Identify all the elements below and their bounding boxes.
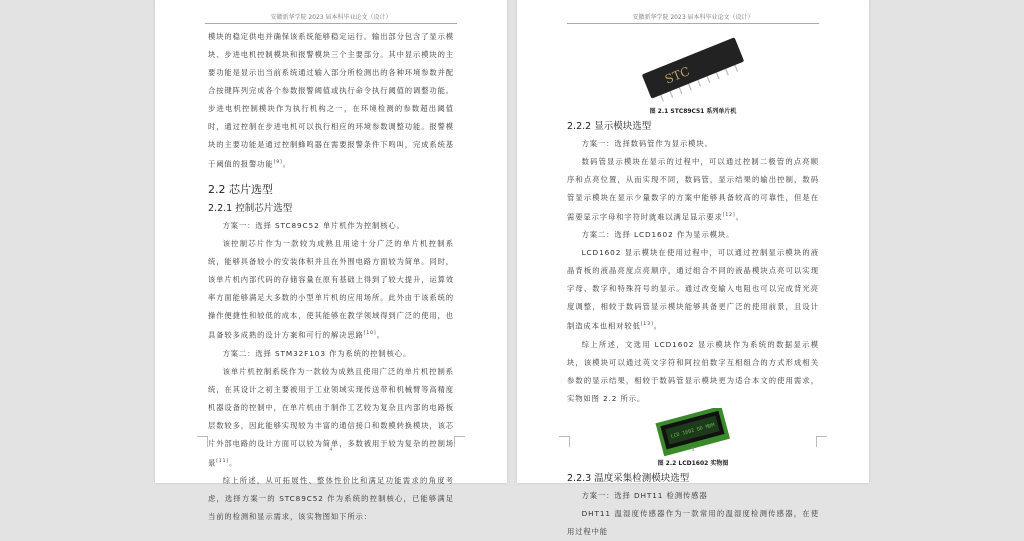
figure-caption: 图 2.1 STC89C51 系列单片机 bbox=[649, 108, 737, 115]
paragraph: 方案一：选择 DHT11 检测传感器 bbox=[581, 490, 708, 500]
header-rule bbox=[205, 23, 457, 24]
paragraph: 方案二：选择 LCD1602 作为显示模块。 bbox=[581, 230, 735, 240]
section-heading: 2.2 芯片选型 bbox=[208, 183, 273, 197]
margin-mark bbox=[559, 436, 570, 447]
margin-mark bbox=[197, 436, 208, 447]
paragraph: 数码管显示模块在显示的过程中，可以通过控制二极管的点亮顺序和点亮位置，从而实现不同，数码管，显示结果的输出控制，数码管显示模块在显示少量数字的方案中能够具备较高的可靠性，但是在需要显示字母和字符时就难以满足显示要求[12]。 bbox=[567, 157, 819, 222]
lcd-text: LCD 1602 DD MDM bbox=[670, 422, 716, 440]
paragraph: LCD1602 显示模块在使用过程中，可以通过控制显示模块的液晶背板的液晶亮度点亮顺序，通过组合不同的液晶模块点亮可以实现字母、数字和特殊符号的显示。通过改变输入电阻也可以完成背光亮度调整，相较于数码管显示模块能够具备更广泛的使用前景，且设计制造成本也相对较低[13]。 bbox=[567, 248, 819, 331]
subsection-heading: 2.2.1 控制芯片选型 bbox=[208, 203, 293, 215]
paragraph: 方案一：选择数码管作为显示模块。 bbox=[581, 139, 713, 148]
paragraph: 该控制芯片作为一款较为成熟且用途十分广泛的单片机控制系统，能够具备较小的安装体积并且在外围电路方面较为简单。同时，该单片机内部代码的存储容量在原有基础上得到了较大提升，运算效率方面能够满足大多数的小型单片机的应用场所。此外由于该系统的操作便捷性和较低的成本，使其能够在教学领域得到广泛的使用，也具备较多成熟的设计方案和可行的解决思路[10]。 bbox=[208, 239, 454, 340]
page-body bbox=[567, 32, 819, 541]
citation[interactable]: [10] bbox=[363, 331, 377, 337]
header-rule bbox=[567, 23, 819, 24]
document-page-5 bbox=[517, 0, 869, 536]
paragraph-text: 该单片机控制系统作为一款较为成熟且使用广泛的单片机控制系统，在其设计之初主要被用于工业领域实现传送带和机械臂等高精度机器设备的控制中，在单片机由于制作工艺较为复杂且内部的电路板层数较多，因此能够实现较为丰富的通信接口和数模转换模块，该芯片外部电路的设计方面可以较为简单，多数被用于较为复杂的控制场景 bbox=[208, 366, 454, 468]
citation[interactable]: [13] bbox=[640, 322, 654, 328]
margin-mark bbox=[454, 436, 465, 447]
citation[interactable]: [9] bbox=[273, 160, 283, 165]
page-number: 4 bbox=[329, 447, 333, 453]
page-header: 安徽新华学院 2023 届本科毕业论文（设计） bbox=[270, 14, 392, 21]
citation[interactable]: [11] bbox=[216, 458, 230, 464]
subsection-heading: 2.2.3 温度采集检测模块选型 bbox=[567, 472, 690, 484]
page-header: 安徽新华学院 2023 届本科毕业论文（设计） bbox=[632, 14, 754, 21]
paragraph: 方案一：选择 STC89C52 单片机作为控制核心。 bbox=[222, 221, 405, 231]
paragraph-text: LCD1602 显示模块在使用过程中，可以通过控制显示模块的液晶背板的液晶亮度点亮顺序，通过组合不同的液晶模块点亮可以实现字母、数字和特殊符号的显示。通过改变输入电阻也可以完成背光亮度调整，相较于数码管显示模块能够具备更广泛的使用前景，且设计制造成本也相对较低 bbox=[567, 248, 819, 331]
page-number: 5 bbox=[691, 447, 695, 453]
paragraph: 方案二：选择 STM32F103 作为系统的控制核心。 bbox=[222, 348, 412, 358]
citation[interactable]: [12] bbox=[722, 213, 736, 218]
margin-mark bbox=[816, 436, 827, 447]
paragraph-text: 该控制芯片作为一款较为成熟且用途十分广泛的单片机控制系统，能够具备较小的安装体积并且在外围电路方面较为简单。同时，该单片机内部代码的存储容量在原有基础上得到了较大提升，运算效率方面能够满足大多数的小型单片机的应用场所。此外由于该系统的操作便捷性和较低的成本，使其能够在教学领域得到广泛的使用，也具备较多成熟的设计方案和可行的解决思路 bbox=[208, 239, 454, 340]
subsection-heading: 2.2.2 显示模块选型 bbox=[567, 121, 652, 132]
document-page-4 bbox=[155, 0, 507, 522]
figure-caption: 图 2.2 LCD1602 实物图 bbox=[657, 459, 729, 467]
paragraph: 综上所述，从可拓展性、整体性价比和满足功能需求的角度考虑，选择方案一的 STC89C52 作为系统的控制核心，已能够满足当前的检测和显示需求，该实物图如下所示： bbox=[208, 476, 454, 522]
paragraph-text: 模块的稳定供电并确保该系统能够稳定运行。输出部分包含了显示模块、步进电机控制模块和报警模块三个主要部分。其中显示模块的主要功能是显示出当前系统通过输入部分所检测出的各种环境参数并配合按键阵列完成各个参数报警阈值或执行命令执行阈值的调整功能。步进电机控制模块作为执行机构之一，在环境检测的参数超出阈值时，通过控制在步进电机可以执行相应的环境参数调整功能。报警模块的主要功能是通过控制蜂鸣器在需要报警条件下鸣叫，完成系统基于阈值的报警功能 bbox=[208, 32, 454, 169]
paragraph: 模块的稳定供电并确保该系统能够稳定运行。输出部分包含了显示模块、步进电机控制模块和报警模块三个主要部分。其中显示模块的主要功能是显示出当前系统通过输入部分所检测出的各种环境参数并配合按键阵列完成各个参数报警阈值或执行命令执行阈值的调整功能。步进电机控制模块作为执行机构之一，在环境检测的参数超出阈值时，通过控制在步进电机可以执行相应的环境参数调整功能。报警模块的主要功能是通过控制蜂鸣器在需要报警条件下鸣叫，完成系统基于阈值的报警功能[9]。 bbox=[208, 32, 454, 169]
stc89c51-chip-image bbox=[567, 32, 819, 104]
paragraph: DHT11 温湿度传感器作为一款常用的温湿度检测传感器，在使用过程中能 bbox=[567, 508, 819, 536]
paragraph-text: 数码管显示模块在显示的过程中，可以通过控制二极管的点亮顺序和点亮位置，从而实现不同，数码管，显示结果的输出控制，数码管显示模块在显示少量数字的方案中能够具备较高的可靠性，但是在需要显示字母和字符时就难以满足显示要求 bbox=[567, 157, 819, 222]
paragraph: 综上所述，文选用 LCD1602 显示模块作为系统的数据显示模块，该模块可以通过英文字符和阿拉伯数字互相组合的方式形成相关参数的显示结果，相较于数码管显示模块更为适合本文的使用需求，实物如图 2.2 所示。 bbox=[567, 339, 819, 403]
paragraph: 该单片机控制系统作为一款较为成熟且使用广泛的单片机控制系统，在其设计之初主要被用于工业领域实现传送带和机械臂等高精度机器设备的控制中，在单片机由于制作工艺较为复杂且内部的电路板层数较多，因此能够实现较为丰富的通信接口和数模转换模块，该芯片外部电路的设计方面可以较为简单，多数被用于较为复杂的控制场景[11]。 bbox=[208, 366, 454, 468]
viewer-background-right bbox=[930, 0, 1024, 483]
chip-label: STC bbox=[662, 64, 692, 87]
